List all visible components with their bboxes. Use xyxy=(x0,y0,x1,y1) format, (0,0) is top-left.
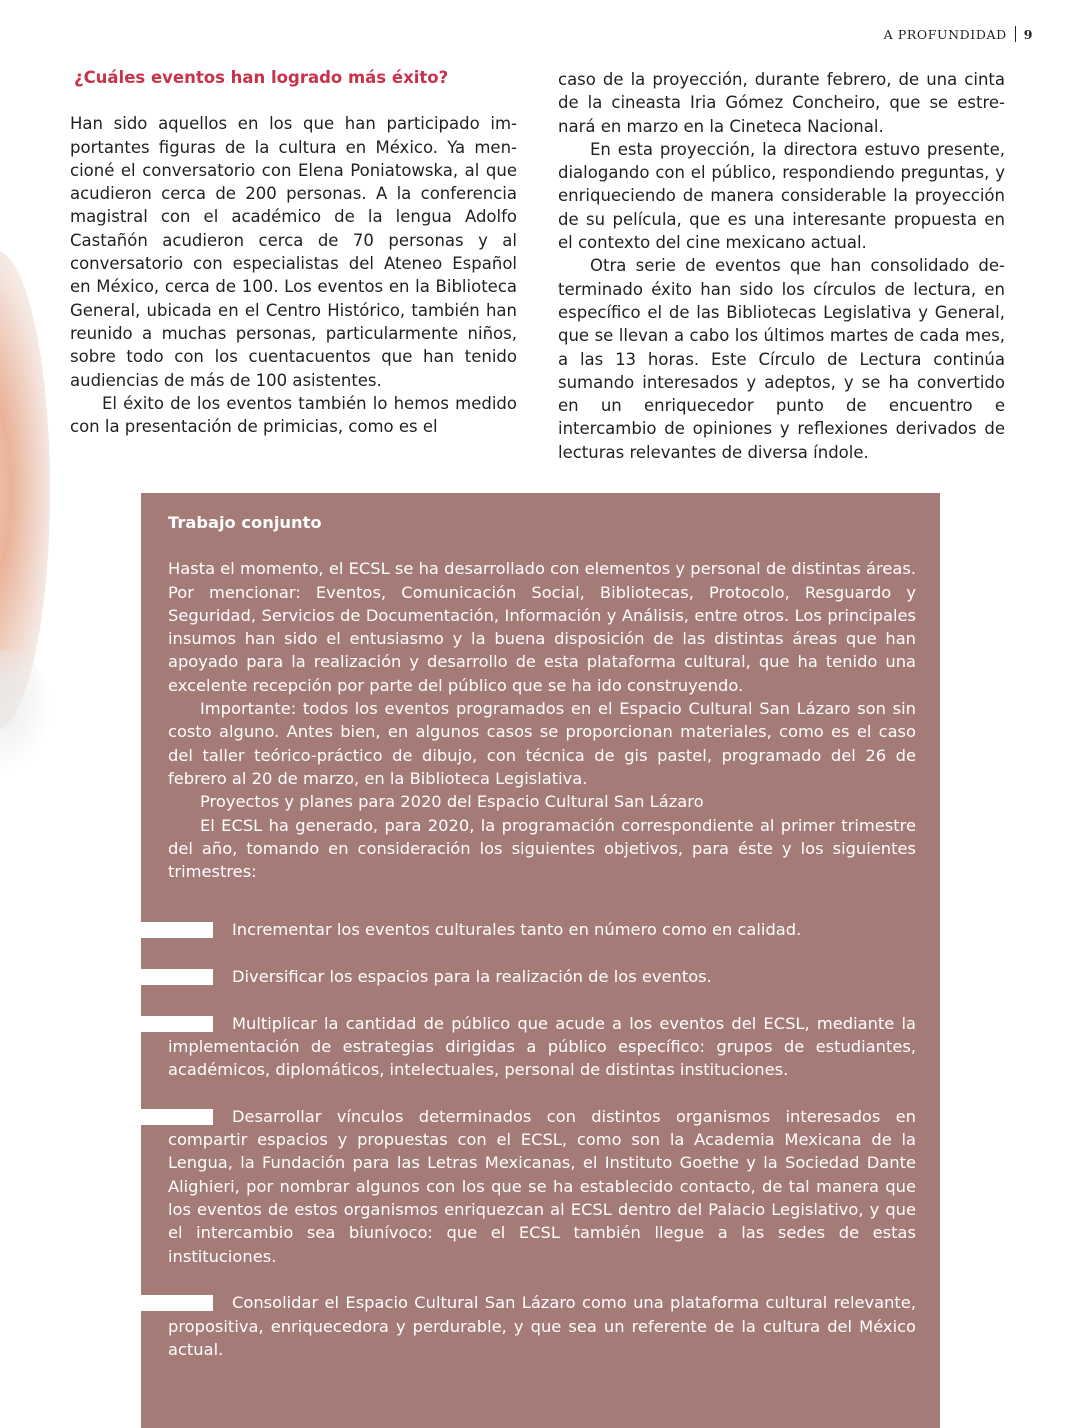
objective-text: Desarrollar vínculos determinados con distintos organismos interesados en compartir espacios y propuestas con el ECSL, como son la Academia Mexicana de la Lengua, la Fundación para las Letras Mexicanas, el Instituto Goethe y la Sociedad Dante Alighieri, por nombrar algunos con los que se ha establecido contacto, de tal manera que los eventos de estos organismos enriquezcan al ECSL dentro del Palacio Legislativo, y que el intercambio sea biunívoco: que el ECSL también llegue a las sedes de estas instituciones. xyxy=(168,1106,916,1266)
objective-item xyxy=(168,965,916,988)
objective-text: Diversificar los espacios para la realización de los eventos. xyxy=(232,967,712,987)
paragraph: caso de la proyección, durante febrero, de una cinta de la cineasta Iria Gómez Concheiro, que se estrenará en marzo en la Cineteca Nacional. xyxy=(558,70,1005,136)
decorative-shadow xyxy=(0,650,50,770)
box-subheading: Proyectos y planes para 2020 del Espacio Cultural San Lázaro xyxy=(200,792,704,812)
objective-item xyxy=(168,1105,916,1268)
objective-text: Incrementar los eventos culturales tanto en número como en calidad. xyxy=(232,920,802,940)
bullet-bar xyxy=(141,969,213,985)
objective-item xyxy=(168,1012,916,1082)
box-paragraph: El ECSL ha generado, para 2020, la programación correspondiente al primer trimestre del año, tomando en consideración los siguientes objetivos, para éste y los siguientes trimestres: xyxy=(168,815,916,882)
paragraph: El éxito de los eventos también lo hemos medido con la presentación de primicias, como es el xyxy=(70,393,517,437)
box-paragraph: Hasta el momento, el ECSL se ha desarrollado con elementos y personal de distintas áreas. Por mencionar: Eventos, Comunicación Social, Bibliotecas, Protocolo, Resguardo y Seguridad, Servicios de Documentación, Información y Análisis, entre otros. Los principales insumos han sido el entusiasmo y la buena disposición de las distintas áreas que han apoyado para la realización y desarrollo de esta plataforma cultural, que ha tenido una excelente recepción por parte del público que se ha ido construyendo. xyxy=(168,559,916,695)
objective-item xyxy=(168,1291,916,1361)
header-divider xyxy=(1015,26,1016,42)
sidebar-box-trabajo-conjunto xyxy=(141,493,940,1428)
paragraph: Han sido aquellos en los que han participado importantes figuras de la cultura en México. Ya mencioné el conversatorio con Elena Poniatowska, al que acudieron cerca de 200 personas. A la conferencia magistral con el académico de la lengua Adolfo Castañón acudieron cerca de 70 personas y al conversatorio con especialistas del Ateneo Español en México, cerca de 100. Los eventos en la Biblioteca General, ubicada en el Centro Histórico, también han reunido a muchas personas, particularmente niños, sobre todo con los cuentacuentos que han tenido audiencias de más de 100 asistentes. xyxy=(70,114,517,390)
paragraph: En esta proyección, la directora estuvo presente, dialogando con el público, respondiendo preguntas, y enriqueciendo de manera considerable la proyección de su película, que es una interesante propuesta en el contexto del cine mexicano actual. xyxy=(558,139,1005,253)
objective-text: Multiplicar la cantidad de público que acude a los eventos del ECSL, mediante la implementación de estrategias dirigidas a público específico: grupos de estudiantes, académicos, diplomáticos, intelectuales, personal de distintas instituciones. xyxy=(168,1013,916,1080)
bullet-bar xyxy=(141,1109,213,1125)
objective-text: Consolidar el Espacio Cultural San Lázaro como una plataforma cultural relevante, propositiva, enriquecedora y perdurable, y que sea un referente de la cultura del México actual. xyxy=(168,1293,916,1359)
question-heading: ¿Cuáles eventos han logrado más éxito? xyxy=(74,68,449,87)
box-paragraph: Importante: todos los eventos programados en el Espacio Cultural San Lázaro son sin costo alguno. Antes bien, en algunos casos se proporcionan materiales, como es el caso del taller teórico-práctico de dibujo, con técnica de gis pastel, programado del 26 de febrero al 20 de marzo, en la Biblioteca Legislativa. xyxy=(168,699,916,788)
left-column xyxy=(70,66,517,438)
page-header xyxy=(884,26,1033,42)
objective-item xyxy=(168,918,916,941)
right-column xyxy=(558,68,1005,464)
bullet-bar xyxy=(141,1295,213,1311)
page-number: 9 xyxy=(1023,26,1033,42)
bullet-bar xyxy=(141,1016,213,1032)
paragraph: Otra serie de eventos que han consolidado determinado éxito han sido los círculos de lectura, en específico el de las Bibliotecas Legislativa y General, que se llevan a cabo los últimos martes de cada mes, a las 13 horas. Este Círculo de Lectura continúa sumando interesados y adeptos, y se ha convertido en un enriquecedor punto de encuentro e intercambio de opiniones y reflexiones derivados de lecturas relevantes de diversa índole. xyxy=(558,256,1005,462)
section-name: A PROFUNDIDAD xyxy=(883,26,1007,42)
box-title: Trabajo conjunto xyxy=(168,513,322,532)
bullet-bar xyxy=(141,922,213,938)
